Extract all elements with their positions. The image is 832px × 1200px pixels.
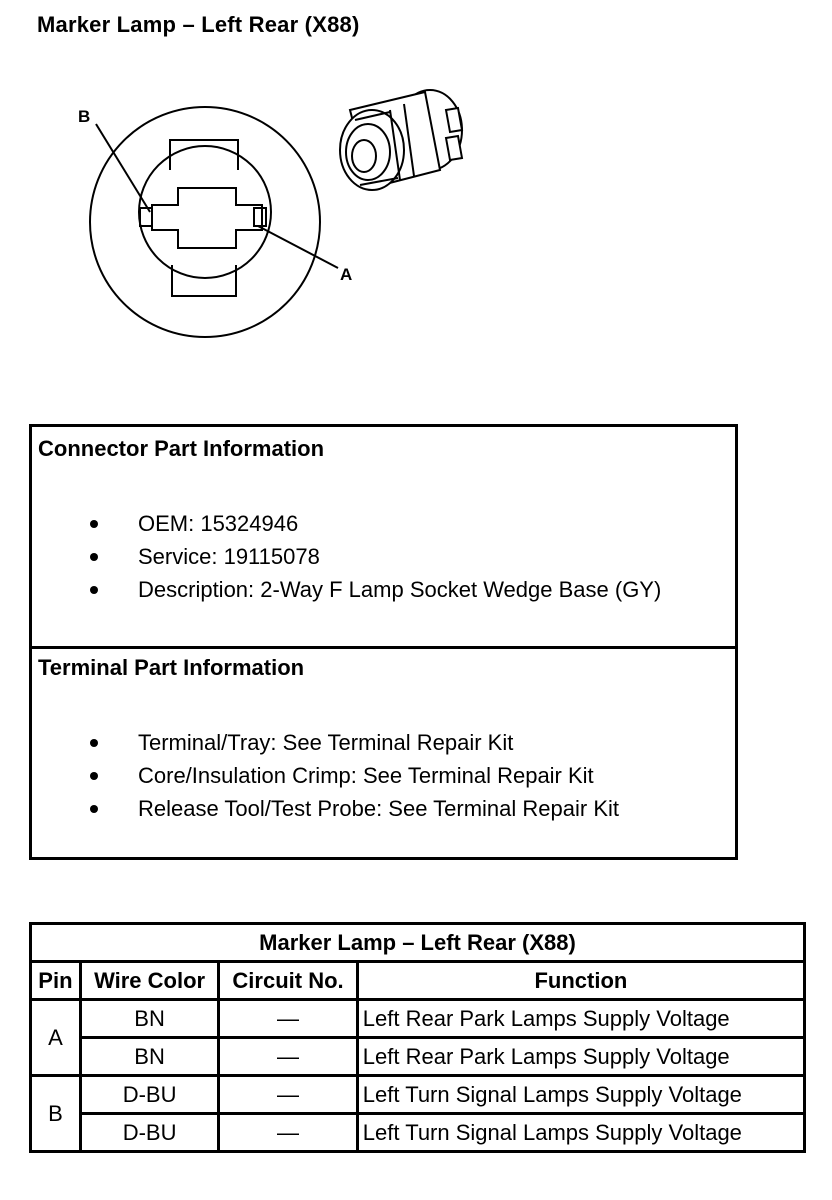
terminal-release-tool: Release Tool/Test Probe: See Terminal Repair Kit (138, 796, 619, 821)
part-information-box (29, 424, 738, 860)
bullet-icon (90, 586, 98, 594)
connector-oem: OEM: 15324946 (138, 511, 299, 536)
function-cell: Left Turn Signal Lamps Supply Voltage (357, 1114, 804, 1152)
function-cell: Left Turn Signal Lamps Supply Voltage (357, 1076, 804, 1114)
wire-color-cell: BN (80, 1038, 218, 1076)
header-circuit: Circuit No. (219, 962, 357, 1000)
list-item (32, 759, 619, 792)
terminal-tray: Terminal/Tray: See Terminal Repair Kit (138, 730, 514, 755)
bullet-icon (90, 772, 98, 780)
pin-label-b: B (78, 107, 91, 126)
connector-top-tab (170, 140, 238, 170)
pin-table (29, 922, 806, 1153)
lamp-socket-illustration (340, 90, 462, 190)
list-item (32, 792, 619, 825)
list-item (32, 573, 661, 606)
connector-part-information (32, 427, 735, 649)
connector-inner-ring (139, 146, 271, 278)
function-cell: Left Rear Park Lamps Supply Voltage (357, 1000, 804, 1038)
circuit-cell: — (219, 1000, 357, 1038)
wire-color-cell: D-BU (80, 1076, 218, 1114)
header-function: Function (357, 962, 804, 1000)
header-pin: Pin (31, 962, 81, 1000)
circuit-cell: — (219, 1038, 357, 1076)
bullet-icon (90, 553, 98, 561)
connector-outer-ring (90, 107, 320, 337)
pin-label-a: A (340, 265, 353, 284)
circuit-cell: — (219, 1114, 357, 1152)
connector-info-heading: Connector Part Information (38, 436, 325, 461)
list-item (32, 726, 619, 759)
connector-service: Service: 19115078 (138, 544, 320, 569)
pin-cell: A (31, 1000, 81, 1076)
function-cell: Left Rear Park Lamps Supply Voltage (357, 1038, 804, 1076)
circuit-cell: — (219, 1076, 357, 1114)
connector-cavity (152, 188, 262, 248)
page-title: Marker Lamp – Left Rear (X88) (37, 12, 360, 37)
table-row (31, 1076, 805, 1114)
terminal-crimp: Core/Insulation Crimp: See Terminal Repair Kit (138, 763, 594, 788)
table-row (31, 1000, 805, 1038)
table-header-row (31, 962, 805, 1000)
connector-diagram (60, 80, 480, 350)
connector-description: Description: 2-Way F Lamp Socket Wedge Base (GY) (138, 577, 662, 602)
leader-line-a (258, 226, 338, 268)
connector-info-list (32, 507, 661, 606)
bullet-icon (90, 805, 98, 813)
bullet-icon (90, 739, 98, 747)
terminal-info-heading: Terminal Part Information (38, 655, 305, 680)
terminal-part-information (32, 646, 735, 857)
table-caption-row (31, 924, 805, 962)
table-caption: Marker Lamp – Left Rear (X88) (31, 924, 805, 962)
wire-color-cell: BN (80, 1000, 218, 1038)
header-wire-color: Wire Color (80, 962, 218, 1000)
terminal-slot-a (254, 208, 266, 226)
wire-color-cell: D-BU (80, 1114, 218, 1152)
table-row (31, 1114, 805, 1152)
list-item (32, 507, 661, 540)
pin-cell: B (31, 1076, 81, 1152)
bullet-icon (90, 520, 98, 528)
connector-bottom-tab (172, 265, 236, 296)
terminal-info-list (32, 726, 619, 825)
table-row (31, 1038, 805, 1076)
list-item (32, 540, 661, 573)
